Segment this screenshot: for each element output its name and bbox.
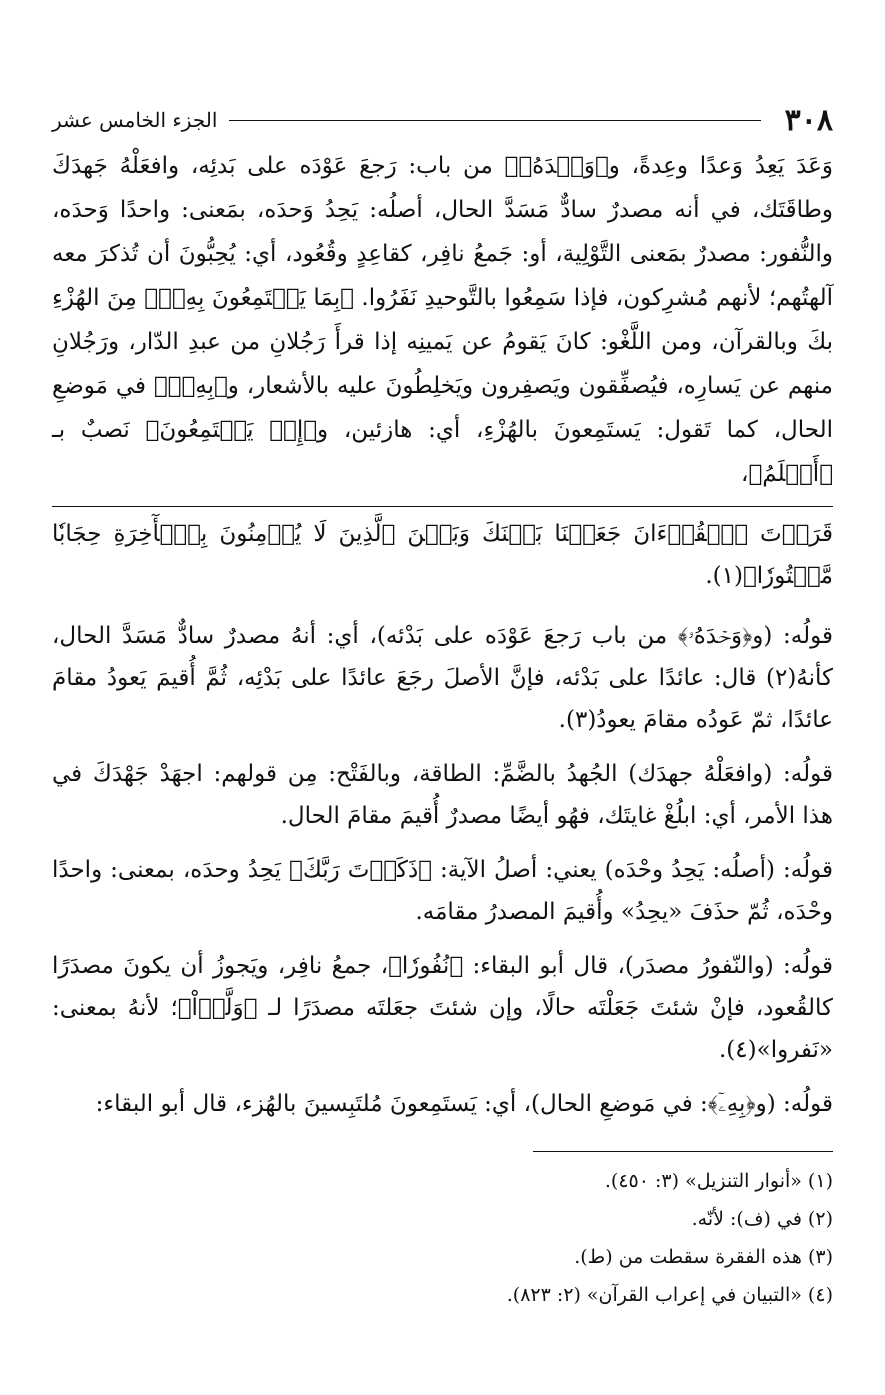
commentary-paragraph: قولُه: (أصلُه: يَحِدُ وحْدَه) يعني: أصلُ الآية: ﴿ذَكَرۡتَ رَبَّكَ﴾ يَحِدُ وحدَه، بمعنى: واحدًا وحْدَه، ثُمّ حذَفَ «يحِدُ» وأُقيمَ المصدرُ مقامَه. [52, 857, 833, 925]
commentary-paragraph: قولُه: (و﴿وَحۡدَهُۥ﴾ من باب رَجعَ عَوْدَه على بَدْئه)، أي: أنهُ مصدرٌ سادٌّ مَسَدَّ الحال، كأنهُ(٢) قال: عائدًا على بَدْئه، فإنَّ الأصلَ رجَعَ عائدًا على بَدْئِه، ثُمَّ أُقيمَ يَعودُ مقامَ عائدًا، ثمّ عَودُه مقامَ يعودُ(٣). [52, 623, 833, 733]
commentary-paragraph: قولُه: (والنّفورُ مصدَر)، قال أبو البقاء: ﴿نُفُورٗا﴾، جمعُ نافِر، ويَجوزُ أن يكونَ مصدَرًا كالقُعود، فإنْ شئتَ جَعَلْتَه حالًا، وإن شئتَ جعَلتَه مصدَرًا لـ ﴿وَلَّوۡاْ﴾؛ لأنهُ بمعنى: «نَفروا»(٤). [52, 953, 833, 1063]
footnotes-list [52, 1162, 833, 1314]
page-number: ٣٠٨ [784, 102, 833, 138]
footnote-divider [533, 1151, 833, 1152]
header-divider [229, 120, 760, 121]
commentary-section [52, 513, 833, 1125]
footnote: (٢) في (ف): لأنّه. [691, 1208, 833, 1230]
commentary-paragraph: قَرَأۡتَ ٱلۡقُرۡءَانَ جَعَلۡنَا بَيۡنَكَ وَبَيۡنَ ٱلَّذِينَ لَا يُؤۡمِنُونَ بِٱلۡأٓخِرَةِ حِجَابٗا مَّسۡتُورٗا﴾(١). [52, 521, 833, 589]
section-divider [52, 506, 833, 507]
commentary-paragraph: قولُه: (و﴿بِهِۦٓ﴾: في مَوضعِ الحال)، أي: يَستَمِعونَ مُلتَبِسينَ بالهُزء، قال أبو البقاء: [95, 1091, 833, 1117]
footnote: (٣) هذه الفقرة سقطت من (ط). [574, 1246, 833, 1268]
book-page [52, 100, 833, 1365]
main-text: وَعَدَ يَعِدُ وَعدًا وعِدةً، و﴿وَحۡدَهُۥ﴾ من باب: رَجعَ عَوْدَه على بَدئِه، وافعَلْهُ جَهدَكَ وطاقَتَك، في أنه مصدرٌ سادٌّ مَسَدَّ الحال، أصلُه: يَحِدُ وَحدَه، بمَعنى: واحدًا وَحدَه، والنُّفور: مصدرٌ بمَعنى التَّوْلِية، أو: جَمعُ نافِر، كقاعِدٍ وقُعُود، أي: يُحِبُّونَ أن تُذكرَ معه آلهتُهم؛ لأنهم مُشرِكون، فإذا سَمِعُوا بالتَّوحيدِ نَفَرُوا. ﴿بِمَا يَسۡتَمِعُونَ بِهِۦٓ﴾ مِنَ الهُزْءِ بكَ وبالقرآن، ومن اللَّغْو: كانَ يَقومُ عن يَمينِه إذا قرأَ رَجُلانِ من عبدِ الدّار، ورَجُلانِ منهم عن يَسارِه، فيُصفِّقون ويَصفِرون ويَخلِطُونَ عليه بالأشعار، و﴿بِهِۦٓ﴾ في مَوضعِ الحال، كما تَقول: يَستَمِعونَ بالهُزْءِ، أي: هازئين، و﴿إِذۡ يَسۡتَمِعُونَ﴾ نَصبٌ بـ ﴿أَعۡلَمُ﴾، [52, 153, 833, 487]
footnote: (٤) «التبيان في إعراب القرآن» (٢: ٨٢٣). [506, 1284, 833, 1306]
commentary-paragraph: قولُه: (وافعَلْهُ جهدَك) الجُهدُ بالضَّمِّ: الطاقة، وبالفَتْح: مِن قولهم: اجهَدْ جَهْدَكَ في هذا الأمر، أي: ابلُغْ غايتَك، فهُو أيضًا مصدرٌ أُقيمَ مقامَ الحال. [52, 761, 833, 829]
footnote: (١) «أنوار التنزيل» (٣: ٤٥٠). [604, 1170, 833, 1192]
part-title: الجزء الخامس عشر [52, 108, 218, 132]
page-header [52, 100, 833, 140]
